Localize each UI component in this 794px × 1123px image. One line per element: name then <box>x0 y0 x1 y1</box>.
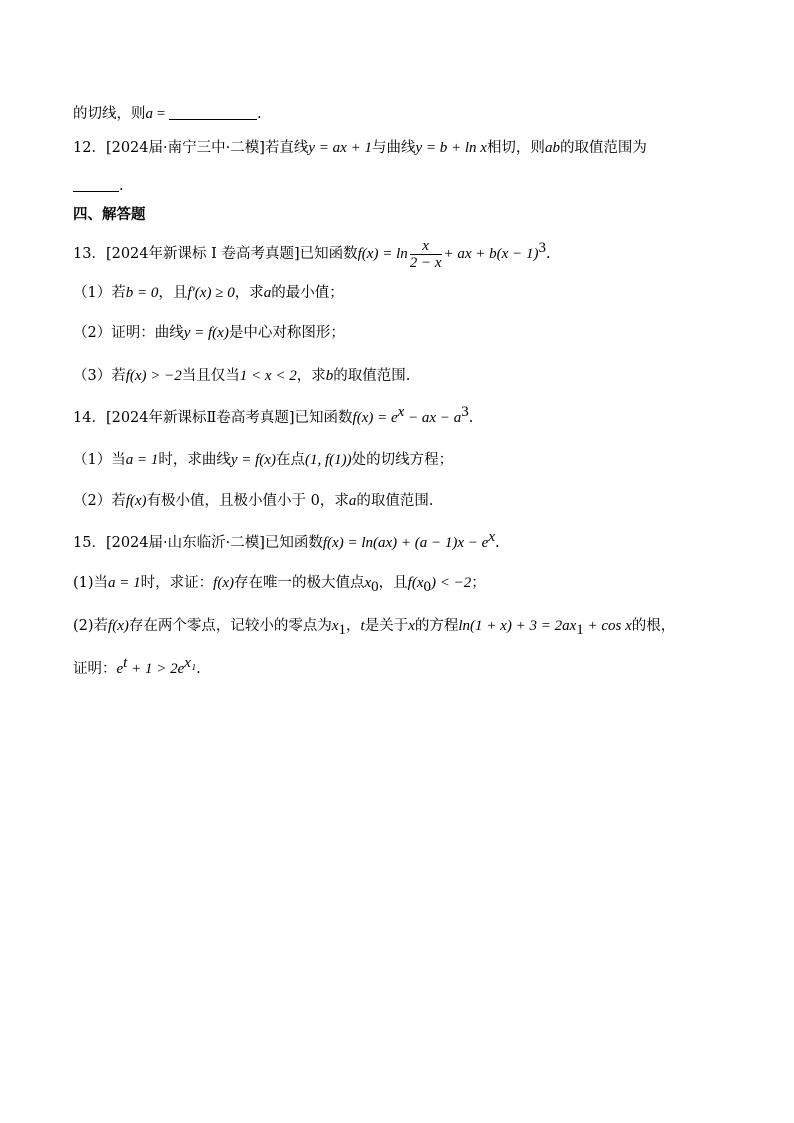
answer-blank[interactable] <box>169 105 257 120</box>
question-14 <box>73 404 474 428</box>
math-expr: y = f(x) <box>230 452 276 468</box>
text: 时，求证： <box>140 575 214 591</box>
q14-part-1 <box>73 450 453 470</box>
exponent: 3 <box>538 240 546 257</box>
text: 相切，则 <box>486 140 545 156</box>
math-expr: f(x <box>407 575 424 591</box>
question-source: [2024届·南宁三中·二模] <box>105 140 265 156</box>
math-expr: (1, f(1)) <box>304 452 352 468</box>
math-expr: f(x) <box>108 618 129 634</box>
text: 是关于 <box>364 618 409 634</box>
subscript: 0 <box>371 578 379 595</box>
question-number: 13． <box>73 246 106 262</box>
text: 与曲线 <box>371 140 416 156</box>
question-source: [2024年新课标 I 卷高考真题] <box>105 246 300 262</box>
math-expr: y = ax + 1 <box>308 140 372 156</box>
text: 的取值范围. <box>356 493 434 509</box>
text: (1)当 <box>73 575 109 591</box>
math-expr: − ax − a <box>404 410 462 426</box>
question-13 <box>73 236 551 272</box>
text: ，且 <box>378 575 408 591</box>
text: 是中心对称图形； <box>228 325 345 341</box>
text: 在点 <box>275 452 305 468</box>
text: ，且 <box>158 285 188 301</box>
text: 的取值范围为 <box>559 140 647 156</box>
question-source: [2024年新课标Ⅱ卷高考真题] <box>105 410 295 426</box>
text: 时，求曲线 <box>158 452 231 468</box>
subscript: 1 <box>576 621 584 638</box>
exponent: x <box>488 529 495 546</box>
math-var: x <box>364 575 372 591</box>
math-expr: ln(1 + x) + 3 = 2ax <box>458 618 577 634</box>
q15-part-2 <box>73 616 675 636</box>
text: . <box>468 410 474 426</box>
q13-part-1 <box>73 283 344 303</box>
math-expr: y = b + ln x <box>415 140 487 156</box>
text: （2）若 <box>73 493 126 509</box>
text: . <box>495 535 500 551</box>
math-expr: + cos x <box>583 618 632 634</box>
text: 证明： <box>73 661 117 677</box>
text: 已知函数 <box>264 535 323 551</box>
text: 的取值范围. <box>333 368 411 384</box>
text: 的方程 <box>414 618 459 634</box>
text: （1）当 <box>73 452 126 468</box>
math-expr: f(x) > −2 <box>125 368 182 384</box>
math-var: x <box>331 618 339 634</box>
math-expr: + ax + b(x − 1) <box>443 246 539 262</box>
text: ，求 <box>296 368 326 384</box>
fraction <box>410 238 442 271</box>
text: (2)若 <box>73 618 109 634</box>
text: ，求 <box>234 285 264 301</box>
exponent: 3 <box>461 404 469 421</box>
text: 处的切线方程； <box>351 452 454 468</box>
text: 的根， <box>631 618 676 634</box>
answer-blank[interactable] <box>73 177 119 192</box>
exponent: t <box>123 655 128 672</box>
q13-part-2 <box>73 323 345 343</box>
math-var: x <box>408 618 415 634</box>
math-expr: + 1 > 2e <box>127 661 185 677</box>
text: . <box>196 661 201 677</box>
text: 存在两个零点，记较小的零点为 <box>128 618 332 634</box>
q15-part-3 <box>73 655 201 679</box>
math-expr: y = f(x) <box>183 325 229 341</box>
math-eq: = <box>153 106 169 122</box>
exponent: x₁ <box>184 655 197 672</box>
math-expr: f(x) = e <box>352 410 398 426</box>
math-expr: a = 1 <box>108 575 141 591</box>
math-var: ab <box>544 140 560 156</box>
text: ， <box>346 618 361 634</box>
section-heading: 四、解答题 <box>73 206 146 223</box>
math-expr: e <box>116 661 124 677</box>
text: . <box>545 246 551 262</box>
math-var: b <box>325 368 334 384</box>
subscript: 0 <box>423 578 431 595</box>
text: （1）若 <box>73 285 126 301</box>
text: （2）证明：曲线 <box>73 325 184 341</box>
math-var: t <box>360 618 365 634</box>
q15-part-1 <box>73 573 486 593</box>
text: （3）若 <box>73 368 126 384</box>
math-expr: f(x) = ln(ax) + (a − 1)x − e <box>322 535 489 551</box>
math-expr: f(x) = ln <box>357 246 408 262</box>
text: 有极小值，且极小值小于 0，求 <box>146 493 349 509</box>
text: 存在唯一的极大值点 <box>234 575 365 591</box>
math-var: a <box>145 106 153 122</box>
q12-answer-line <box>73 176 124 196</box>
subscript: 1 <box>338 621 347 638</box>
math-expr: f(x) <box>213 575 234 591</box>
fraction-denominator: 2 − x <box>409 254 442 271</box>
math-expr: ) < −2 <box>431 575 472 591</box>
question-source: [2024届·山东临沂·二模] <box>105 535 265 551</box>
math-expr: f(x) <box>125 493 147 509</box>
text: 若直线 <box>264 140 309 156</box>
text: 已知函数 <box>299 246 358 262</box>
math-var: a <box>348 493 357 509</box>
question-15 <box>73 529 500 553</box>
question-number: 12． <box>73 140 106 156</box>
math-expr: a = 1 <box>125 452 159 468</box>
question-number: 14． <box>73 410 106 426</box>
text: . <box>256 106 262 122</box>
text: 已知函数 <box>294 410 353 426</box>
text: 的切线，则 <box>73 106 146 122</box>
text: 当且仅当 <box>181 368 240 384</box>
math-expr: b = 0 <box>125 285 159 301</box>
text: ； <box>471 575 486 591</box>
fraction-numerator: x <box>410 238 442 255</box>
math-var: a <box>263 285 272 301</box>
text: 的最小值； <box>271 285 344 301</box>
q13-part-3 <box>73 366 410 386</box>
math-expr: 1 < x < 2 <box>239 368 297 384</box>
exponent: x <box>397 404 405 421</box>
text: . <box>119 178 124 194</box>
question-12 <box>73 138 647 158</box>
q11-tail-line <box>73 104 262 124</box>
math-expr: f′(x) ≥ 0 <box>187 285 235 301</box>
q14-part-2 <box>73 491 434 511</box>
question-number: 15． <box>73 535 106 551</box>
